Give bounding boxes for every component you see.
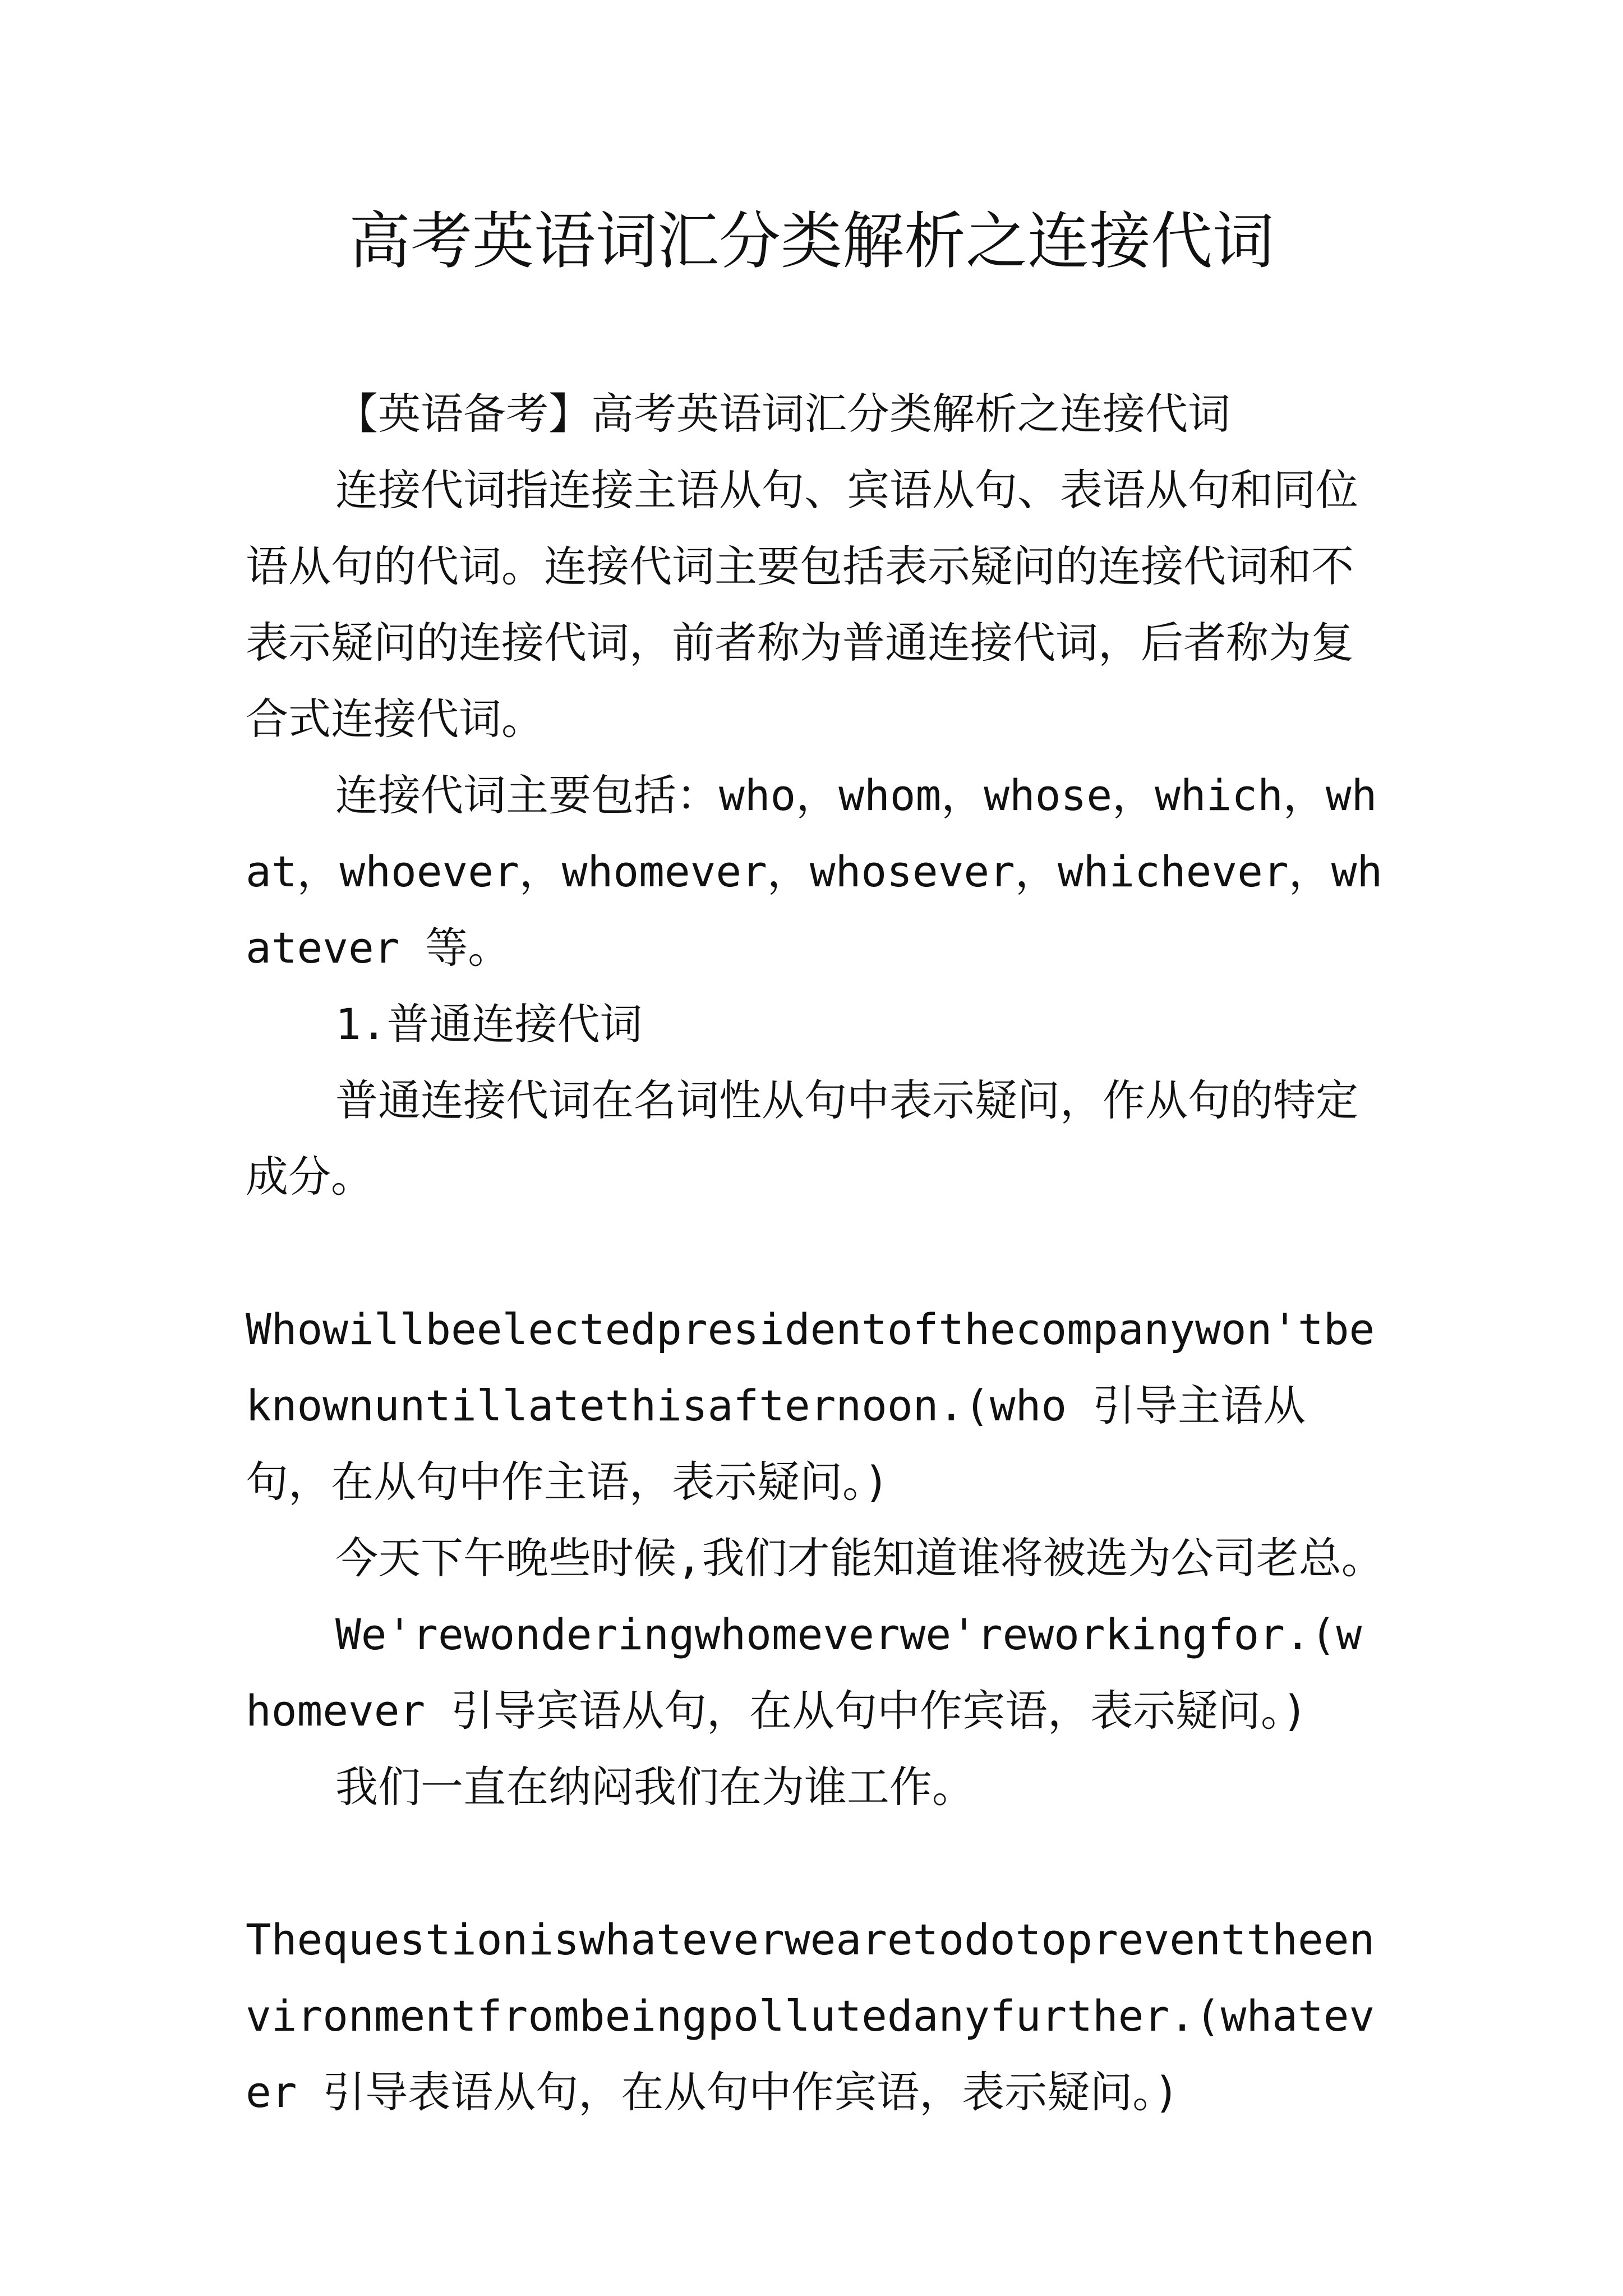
paragraph-section-intro: 普通连接代词在名词性从句中表示疑问，作从句的特定成分。 <box>246 1075 1358 1202</box>
paragraph-list: 连接代词主要包括：who，whom，whose，which，what，whoever，whomever，whosever，whichever，whatever 等。 <box>246 770 1383 973</box>
example-sentence-1: Whowillbeelectedpresidentofthecompanywon'tbeknownuntillatethisafternoon.(who 引导主语从句，在从句中作主语，表示疑问。) <box>246 1304 1375 1507</box>
document-body <box>246 376 1384 2131</box>
example-sentence-2: We'rewonderingwhomeverwe'reworkingfor.(whomever 引导宾语从句，在从句中作宾语，表示疑问。) <box>246 1609 1362 1736</box>
paragraph-definition: 连接代词指连接主语从句、宾语从句、表语从句和同位语从句的代词。连接代词主要包括表示疑问的连接代词和不表示疑问的连接代词，前者称为普通连接代词，后者称为复合式连接代词。 <box>246 465 1358 744</box>
paragraph-source: 【英语备考】高考英语词汇分类解析之连接代词 <box>335 389 1230 439</box>
translation-2: 我们一直在纳闷我们在为谁工作。 <box>335 1762 975 1812</box>
translation-1: 今天下午晚些时候,我们才能知道谁将被选为公司老总。 <box>335 1533 1384 1583</box>
section-heading: 1.普通连接代词 <box>335 999 643 1049</box>
example-sentence-3: Thequestioniswhateverwearetodotopreventtheenvironmentfrombeingpollutedanyfurther.(whatever 引导表语从句，在从句中作宾语，表示疑问。) <box>246 1915 1375 2117</box>
document-title: 高考英语词汇分类解析之连接代词 <box>349 205 1274 277</box>
